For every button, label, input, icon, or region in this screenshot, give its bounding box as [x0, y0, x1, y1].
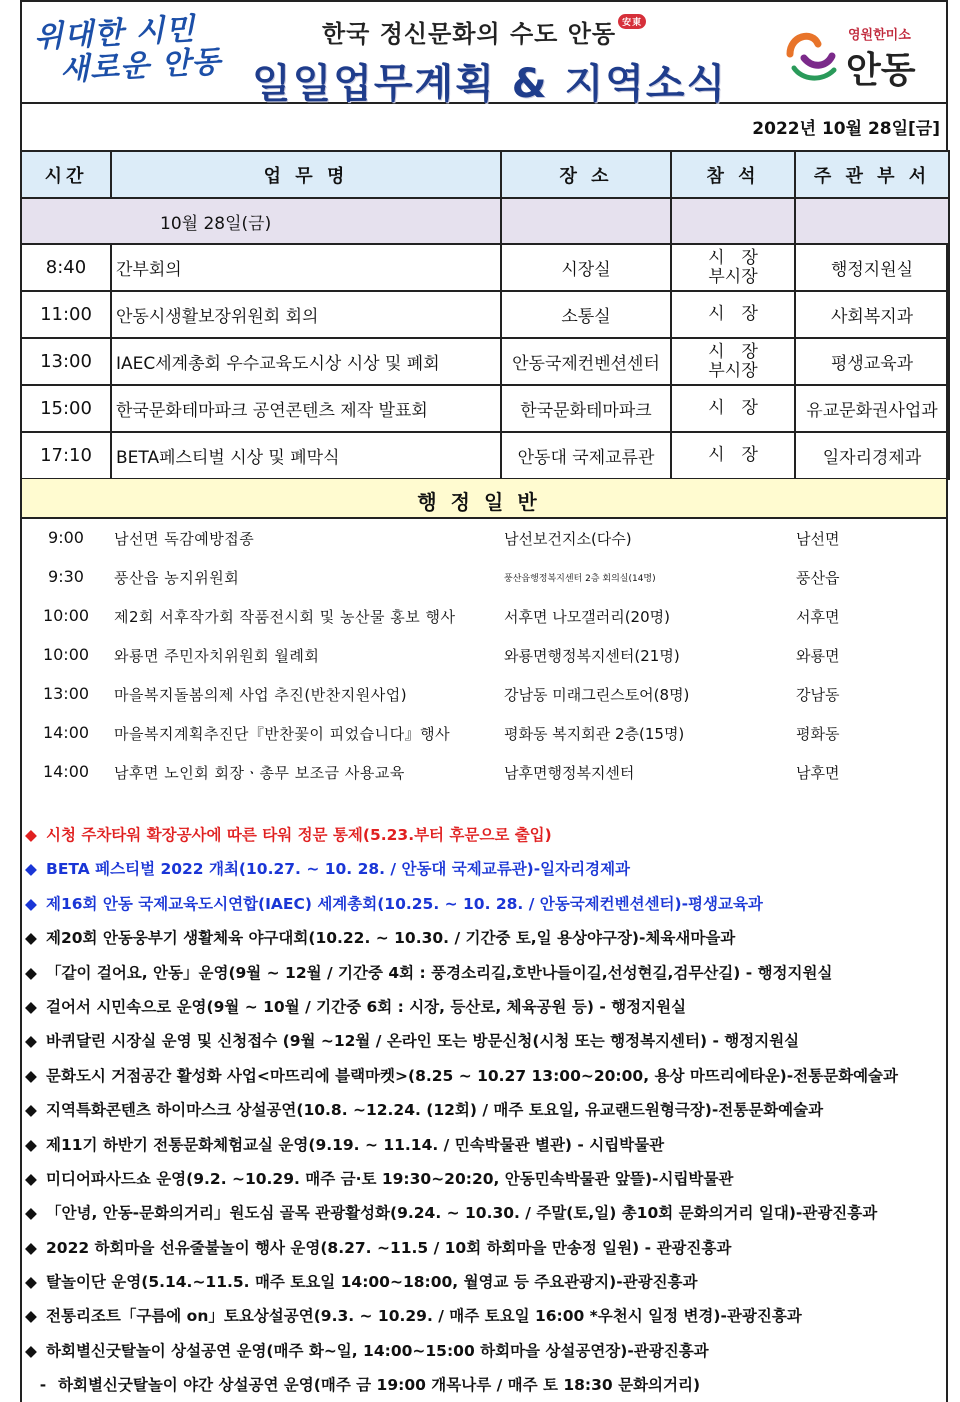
table-row — [21, 338, 949, 385]
notice-item — [22, 1368, 946, 1402]
schedule-attend-cell: 시 장 — [671, 291, 795, 338]
schedule-dept-cell: 일자리경제과 — [795, 432, 949, 479]
admin-dept: 남선면 — [796, 530, 840, 548]
schedule-place-cell: 안동국제컨벤션센터 — [501, 338, 671, 385]
notice-text: 「같이 걸어요, 안동」운영(9월 ~ 12월 / 기간중 4회 : 풍경소리길,호반나들이길,선성현길,검무산길) - 행정지원실 — [46, 963, 833, 982]
admin-time: 10:00 — [42, 606, 90, 625]
diamond-bullet-icon: ◆ — [25, 1273, 37, 1292]
logo-caption: 영원한미소 — [848, 28, 911, 43]
notice-item — [22, 1231, 946, 1265]
notice-text: 하회별신굿탈놀이 야간 상설공연 운영(매주 금 19:00 개목나루 / 매주 토 18:30 문화의거리) — [58, 1376, 701, 1395]
schedule-place-cell: 시장실 — [501, 244, 671, 291]
diamond-bullet-icon: ◆ — [25, 860, 37, 879]
list-item — [22, 676, 946, 715]
schedule-table — [20, 150, 950, 480]
diamond-bullet-icon: ◆ — [25, 1032, 37, 1051]
notice-text: 하회별신굿탈놀이 상설공연 운영(매주 화~일, 14:00~15:00 하회마을 상설공연장)-관광진흥과 — [46, 1341, 709, 1360]
diamond-bullet-icon: ◆ — [25, 826, 37, 844]
dash-bullet-icon: - — [39, 1376, 47, 1395]
slogan-line-2: 새로운 안동 — [59, 44, 223, 88]
schedule-attend-cell: 시 장 부시장 — [671, 338, 795, 385]
logo-city: 안동 — [846, 50, 916, 91]
notice-text: 지역특화콘텐츠 하이마스크 상설공연(10.8. ~12.24. (12회) / 매주 토요일, 유교랜드원형극장)-전통문화예술과 — [46, 1101, 824, 1120]
schedule-attend-cell: 시 장 부시장 — [671, 244, 795, 291]
notice-text: 탈놀이단 운영(5.14.~11.5. 매주 토요일 14:00~18:00, 월영교 등 주요관광지)-관광진흥과 — [46, 1273, 698, 1292]
schedule-place-cell: 한국문화테마파크 — [501, 385, 671, 432]
schedule-time-cell: 15:00 — [21, 385, 111, 432]
subtitle-text: 한국 정신문화의 수도 안동 — [322, 20, 617, 48]
schedule-attend-cell: 시 장 — [671, 432, 795, 479]
admin-title: 남후면 노인회 회장ㆍ총무 보조금 사용교육 — [114, 764, 405, 782]
notice-item — [22, 921, 946, 955]
diamond-bullet-icon: ◆ — [25, 1204, 37, 1223]
list-item — [22, 715, 946, 754]
notice-item — [22, 1299, 946, 1333]
day-row-cell — [501, 198, 671, 244]
schedule-time-cell: 8:40 — [21, 244, 111, 291]
slogan-line-1: 위대한 시민 — [33, 11, 197, 56]
list-item — [22, 520, 946, 559]
schedule-header-row — [21, 151, 949, 198]
diamond-bullet-icon: ◆ — [25, 1066, 37, 1085]
admin-title: 마을복지돌봄의제 사업 추진(반찬지원사업) — [114, 686, 408, 704]
notice-item — [22, 1196, 946, 1230]
schedule-title-cell: IAEC세계총회 우수교육도시상 시상 및 폐회 — [111, 338, 501, 385]
subtitle-badge: 安東 — [618, 14, 646, 29]
schedule-dept-cell: 사회복지과 — [795, 291, 949, 338]
admin-time: 13:00 — [42, 684, 90, 703]
diamond-bullet-icon: ◆ — [25, 997, 37, 1016]
notice-item — [22, 956, 946, 990]
notice-text: 문화도시 거점공간 활성화 사업<마뜨리에 블랙마켓>(8.25 ~ 10.27 13:00~20:00, 용상 마뜨리에타운)-전통문화예술과 — [46, 1066, 898, 1085]
admin-title: 와룡면 주민자치위원회 월례회 — [114, 647, 320, 665]
list-item — [22, 637, 946, 676]
notice-item — [22, 1334, 946, 1368]
admin-title: 마을복지계획추진단『반찬꽃이 피었습니다』행사 — [114, 725, 451, 743]
notice-text: 걸어서 시민속으로 운영(9월 ~ 10월 / 기간중 6회 : 시장, 등산로, 체육공원 등) - 행정지원실 — [46, 997, 687, 1016]
notice-text: 제11기 하반기 전통문화체험교실 운영(9.19. ~ 11.14. / 민속박물관 별관) - 시립박물관 — [46, 1135, 665, 1154]
notice-item — [22, 990, 946, 1024]
admin-place: 풍산읍행정복지센터 2층 회의실(14명) — [504, 574, 656, 584]
header-banner — [20, 0, 948, 107]
diamond-bullet-icon: ◆ — [25, 1169, 37, 1188]
admin-dept: 남후면 — [796, 764, 840, 782]
diamond-bullet-icon: ◆ — [25, 1101, 37, 1120]
admin-place: 평화동 복지회관 2층(15명) — [504, 725, 685, 743]
schedule-title-cell: 안동시생활보장위원회 회의 — [111, 291, 501, 338]
admin-place: 강남동 미래그린스토어(8명) — [504, 686, 690, 704]
notice-item — [22, 1162, 946, 1196]
notice-text: 미디어파사드쇼 운영(9.2. ~10.29. 매주 금·토 19:30~20:20, 안동민속박물관 앞뜰)-시립박물관 — [46, 1169, 734, 1188]
diamond-bullet-icon: ◆ — [25, 963, 37, 982]
diamond-bullet-icon: ◆ — [25, 1135, 37, 1154]
notice-text: 제16회 안동 국제교육도시연합(IAEC) 세계총회(10.25. ~ 10. 28. / 안동국제컨벤션센터)-평생교육과 — [46, 894, 763, 913]
schedule-time-cell: 11:00 — [21, 291, 111, 338]
col-header-attend: 참 석 — [671, 151, 795, 198]
schedule-place-cell: 안동대 국제교류관 — [501, 432, 671, 479]
admin-dept: 와룡면 — [796, 647, 840, 665]
notice-item — [22, 1265, 946, 1299]
schedule-dept-cell: 평생교육과 — [795, 338, 949, 385]
notice-item — [22, 1093, 946, 1127]
admin-dept: 풍산읍 — [796, 569, 840, 587]
diamond-bullet-icon: ◆ — [25, 1238, 37, 1257]
notice-text: 「안녕, 안동-문화의거리」원도심 골목 관광활성화(9.24. ~ 10.30. / 주말(토,일) 총10회 문화의거리 일대)-관광진흥과 — [46, 1204, 878, 1223]
list-item — [22, 598, 946, 637]
day-label: 10월 28일(금) — [21, 198, 501, 244]
schedule-time-cell: 17:10 — [21, 432, 111, 479]
day-row — [21, 198, 949, 244]
table-row — [21, 244, 949, 291]
notice-text: 전통리조트「구름에 on」토요상설공연(9.3. ~ 10.29. / 매주 토요일 16:00 *우천시 일정 변경)-관광진흥과 — [46, 1307, 802, 1326]
notice-text: BETA 페스티벌 2022 개최(10.27. ~ 10. 28. / 안동대 국제교류관)-일자리경제과 — [46, 860, 631, 879]
admin-time: 9:00 — [48, 528, 84, 547]
header-subtitle — [322, 14, 646, 49]
table-row — [21, 432, 949, 479]
schedule-title-cell: 간부회의 — [111, 244, 501, 291]
notice-item — [22, 1059, 946, 1093]
day-row-cell — [671, 198, 795, 244]
admin-dept: 강남동 — [796, 686, 840, 704]
report-date: 2022년 10월 28일[금] — [20, 104, 948, 152]
list-item — [22, 559, 946, 598]
notice-item — [22, 1024, 946, 1058]
schedule-place-cell: 소통실 — [501, 291, 671, 338]
notice-item — [22, 852, 946, 886]
admin-list — [22, 520, 946, 793]
schedule-title-cell: BETA페스티벌 시상 및 폐막식 — [111, 432, 501, 479]
admin-place: 남후면행정복지센터 — [504, 764, 635, 782]
notice-text: 시청 주차타워 확장공사에 따른 타워 정문 통제(5.23.부터 후문으로 출입) — [46, 826, 552, 844]
admin-dept: 평화동 — [796, 725, 840, 743]
admin-place: 와룡면행정복지센터(21명) — [504, 647, 680, 665]
diamond-bullet-icon: ◆ — [25, 929, 37, 948]
day-row-cell — [795, 198, 949, 244]
admin-time: 9:30 — [48, 567, 84, 586]
schedule-title-cell: 한국문화테마파크 공연콘텐츠 제작 발표회 — [111, 385, 501, 432]
schedule-time-cell: 13:00 — [21, 338, 111, 385]
notice-text: 바퀴달린 시장실 운영 및 신청접수 (9월 ~12월 / 온라인 또는 방문신청(시청 또는 행정복지센터) - 행정지원실 — [46, 1032, 800, 1051]
notice-text: 2022 하회마을 선유줄불놀이 행사 운영(8.27. ~11.5 / 10회 하회마을 만송정 일원) - 관광진흥과 — [46, 1238, 732, 1257]
diamond-bullet-icon: ◆ — [25, 1307, 37, 1326]
notice-item — [22, 887, 946, 921]
andong-logo-mark-icon — [782, 24, 842, 84]
admin-time: 10:00 — [42, 645, 90, 664]
notice-item — [22, 818, 946, 852]
notice-item — [22, 1128, 946, 1162]
admin-place: 남선보건지소(다수) — [504, 530, 632, 548]
table-row — [21, 291, 949, 338]
admin-time: 14:00 — [42, 762, 90, 781]
slogan — [33, 11, 234, 88]
schedule-dept-cell: 유교문화권사업과 — [795, 385, 949, 432]
admin-title: 제2회 서후작가회 작품전시회 및 농산물 홍보 행사 — [114, 608, 456, 626]
admin-title: 남선면 독감예방접종 — [114, 530, 255, 548]
schedule-dept-cell: 행정지원실 — [795, 244, 949, 291]
diamond-bullet-icon: ◆ — [25, 894, 37, 913]
admin-time: 14:00 — [42, 723, 90, 742]
schedule-attend-cell: 시 장 — [671, 385, 795, 432]
notice-text: 제20회 안동웅부기 생활체육 야구대회(10.22. ~ 10.30. / 기간중 토,일 용상야구장)-체육새마을과 — [46, 929, 736, 948]
diamond-bullet-icon: ◆ — [25, 1341, 37, 1360]
admin-place: 서후면 나모갤러리(20명) — [504, 608, 670, 626]
table-row — [21, 385, 949, 432]
list-item — [22, 754, 946, 793]
admin-section-heading: 행정일반 — [20, 479, 948, 519]
admin-dept: 서후면 — [796, 608, 840, 626]
col-header-title: 업 무 명 — [111, 151, 501, 198]
page-title: 일일업무계획 & 지역소식 — [252, 61, 728, 107]
notice-list — [22, 818, 946, 1402]
admin-title: 풍산읍 농지위원회 — [114, 569, 240, 587]
col-header-place: 장 소 — [501, 151, 671, 198]
col-header-time: 시간 — [21, 151, 111, 198]
andong-logo — [782, 20, 932, 90]
col-header-dept: 주 관 부 서 — [795, 151, 949, 198]
